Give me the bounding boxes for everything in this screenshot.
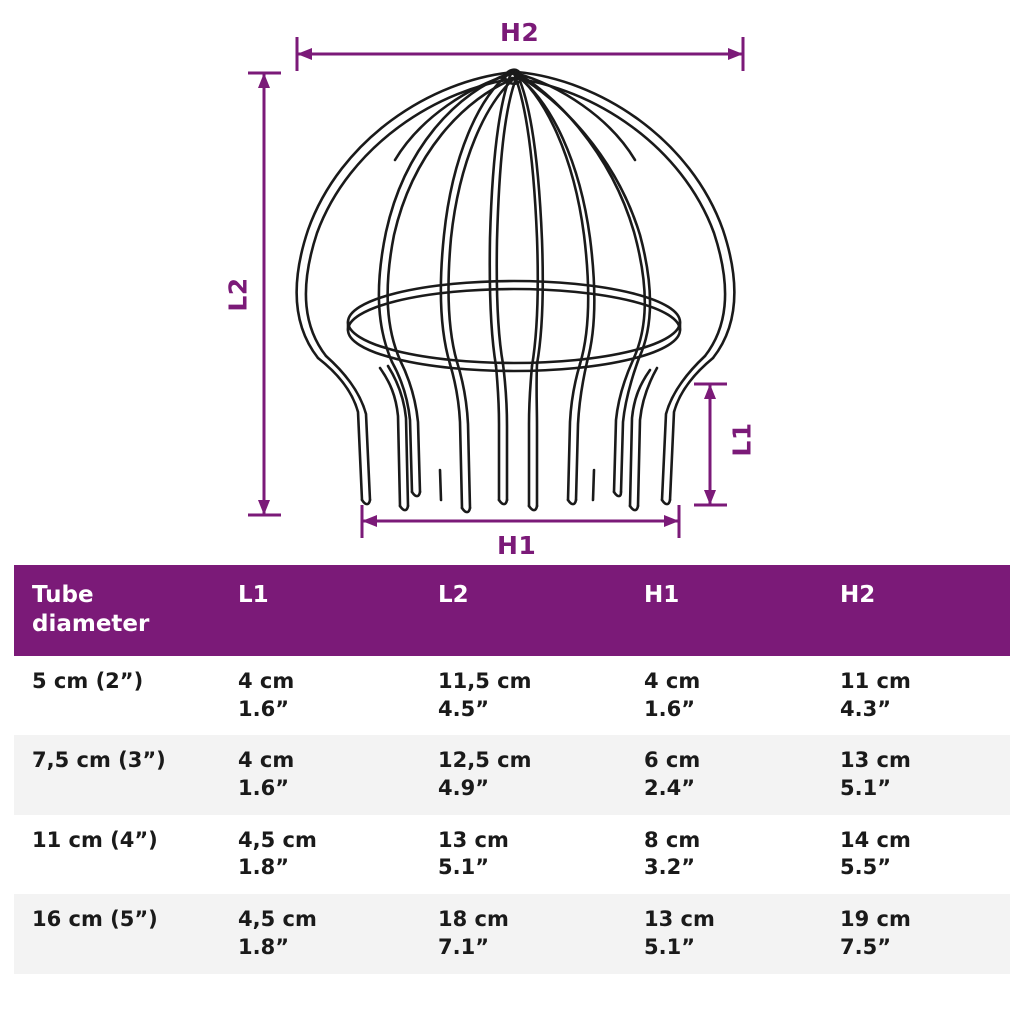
dimension-label-h2: H2 <box>500 18 540 47</box>
cell-h1 <box>626 735 822 814</box>
cell-l2-cm: 11,5 cm <box>438 668 532 693</box>
cell-h1-in: 2.4” <box>644 776 696 801</box>
table-body <box>14 656 1010 974</box>
cell-l2 <box>420 735 626 814</box>
cell-h2 <box>822 815 1010 894</box>
cell-l2-cm: 13 cm <box>438 827 509 852</box>
header-l2: L2 <box>420 565 626 656</box>
cell-l1-in: 1.8” <box>238 855 290 880</box>
table-row <box>14 894 1010 973</box>
cell-l2-in: 5.1” <box>438 855 490 880</box>
cell-l1-in: 1.6” <box>238 696 290 721</box>
cell-l1-in: 1.6” <box>238 776 290 801</box>
cell-l2 <box>420 894 626 973</box>
product-outline <box>297 70 735 512</box>
cell-h1-cm: 4 cm <box>644 668 701 693</box>
cell-l1 <box>220 815 420 894</box>
cell-h1-cm: 6 cm <box>644 748 701 773</box>
cell-l1-cm: 4 cm <box>238 748 295 773</box>
cell-tube-diameter: 16 cm (5”) <box>32 907 158 932</box>
cell-l1-cm: 4,5 cm <box>238 827 317 852</box>
cell-h1 <box>626 656 822 735</box>
cell-h2-cm: 19 cm <box>840 907 911 932</box>
cell-l1 <box>220 894 420 973</box>
cell-l2-cm: 18 cm <box>438 907 509 932</box>
cell-h1 <box>626 894 822 973</box>
dimension-label-l1: L1 <box>727 422 757 457</box>
cell-l2-cm: 12,5 cm <box>438 748 532 773</box>
cell-h2-in: 5.5” <box>840 855 892 880</box>
cell-h1 <box>626 815 822 894</box>
dimension-label-l2: L2 <box>223 277 253 312</box>
dimension-lines <box>248 37 743 538</box>
cell-h2 <box>822 656 1010 735</box>
cell-h2-cm: 11 cm <box>840 668 911 693</box>
cell-h2-cm: 13 cm <box>840 748 911 773</box>
header-h1: H1 <box>626 565 822 656</box>
header-tube-diameter <box>14 565 220 656</box>
header-h2: H2 <box>822 565 1010 656</box>
header-tube-diameter-line2: diameter <box>32 611 150 638</box>
cell-l2 <box>420 815 626 894</box>
dimension-label-h1: H1 <box>497 531 537 560</box>
table-row <box>14 735 1010 814</box>
cell-l2-in: 4.5” <box>438 696 490 721</box>
cell-l2-in: 7.1” <box>438 934 490 959</box>
cell-h1-cm: 8 cm <box>644 827 701 852</box>
table-header <box>14 565 1010 656</box>
table-row <box>14 656 1010 735</box>
table-header-row <box>14 565 1010 656</box>
header-l1: L1 <box>220 565 420 656</box>
cell-h2 <box>822 894 1010 973</box>
cell-l1-cm: 4 cm <box>238 668 295 693</box>
cell-h2-in: 5.1” <box>840 776 892 801</box>
cell-tube-diameter: 11 cm (4”) <box>32 827 158 852</box>
cell-h1-in: 5.1” <box>644 934 696 959</box>
cell-l2 <box>420 656 626 735</box>
cell-l1-in: 1.8” <box>238 934 290 959</box>
cell-l2-in: 4.9” <box>438 776 490 801</box>
cell-h1-in: 3.2” <box>644 855 696 880</box>
table-row <box>14 815 1010 894</box>
header-tube-diameter-line1: Tube <box>32 582 94 608</box>
cell-h2-cm: 14 cm <box>840 827 911 852</box>
cell-l1 <box>220 656 420 735</box>
cell-l1 <box>220 735 420 814</box>
cell-tube-diameter: 7,5 cm (3”) <box>32 748 166 773</box>
cell-l1-cm: 4,5 cm <box>238 907 317 932</box>
cell-h2-in: 7.5” <box>840 934 892 959</box>
cell-h1-cm: 13 cm <box>644 907 715 932</box>
dimension-spec-table <box>14 565 1010 974</box>
cell-tube-diameter: 5 cm (2”) <box>32 668 144 693</box>
cell-h1-in: 1.6” <box>644 696 696 721</box>
cell-h2-in: 4.3” <box>840 696 892 721</box>
cell-h2 <box>822 735 1010 814</box>
